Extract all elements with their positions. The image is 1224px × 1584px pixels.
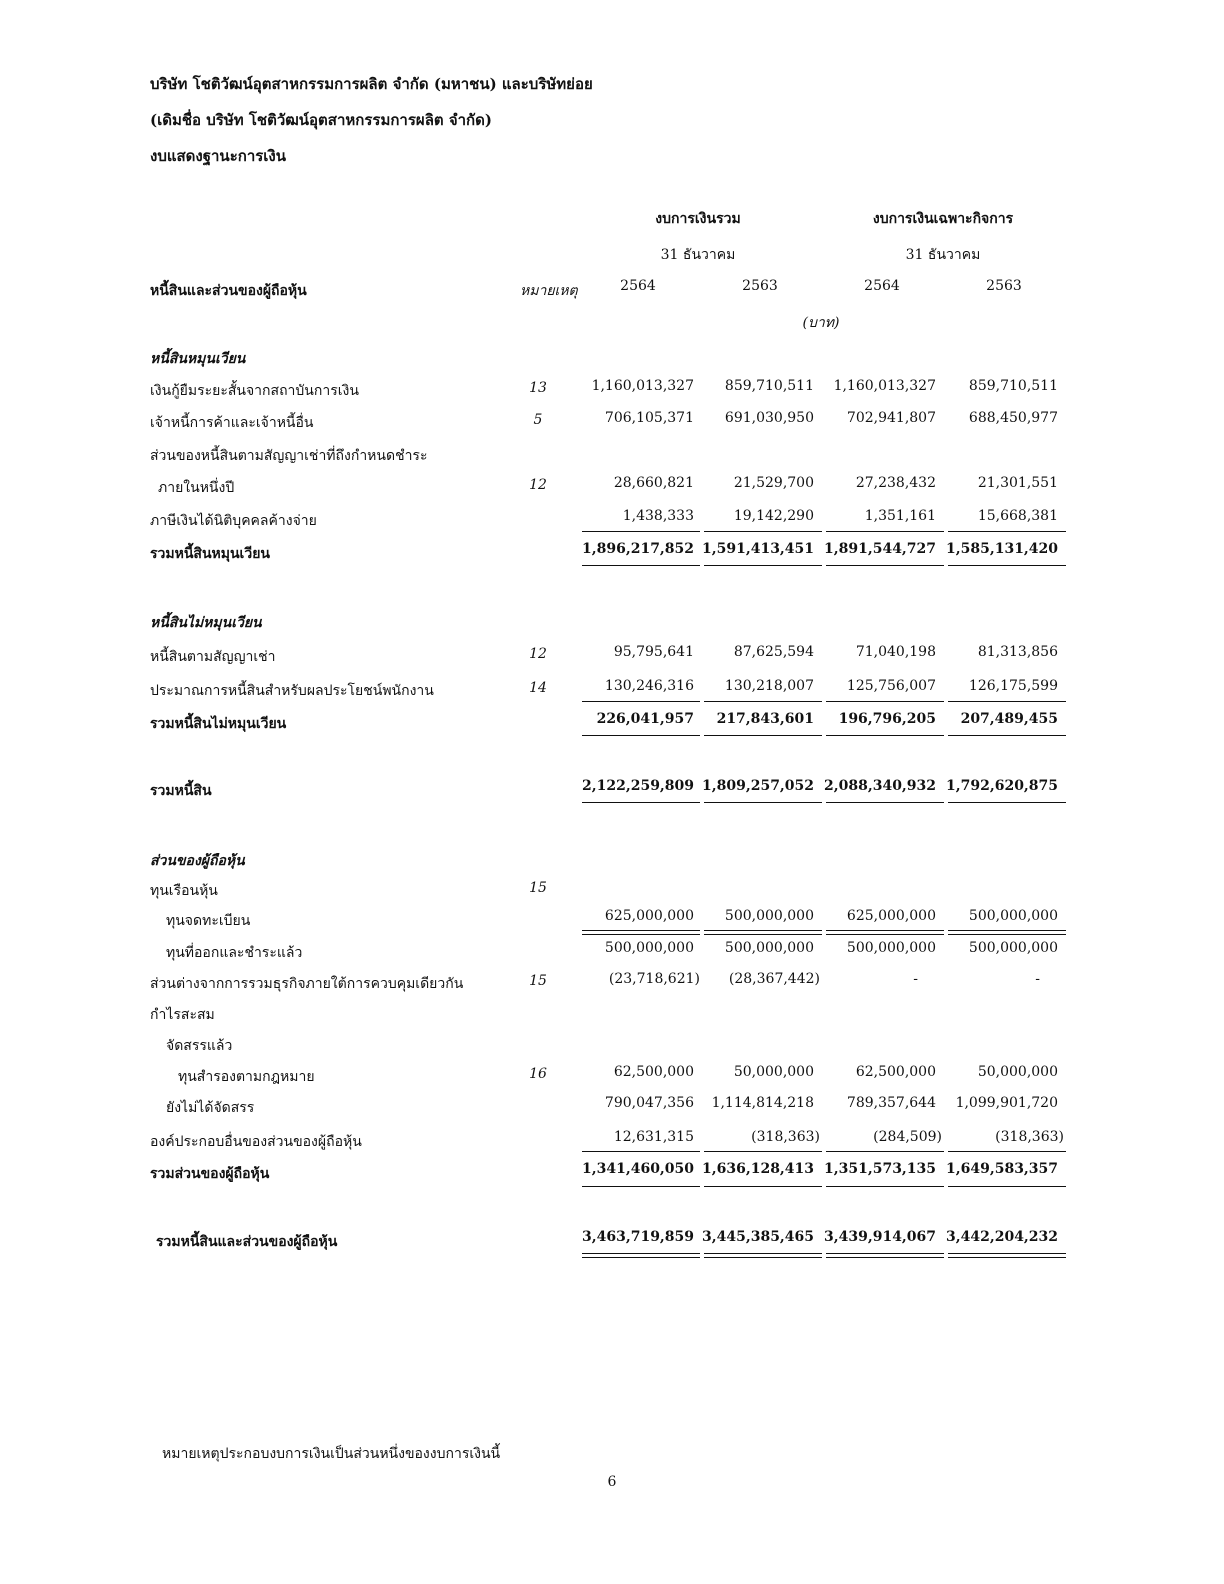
rule-line	[826, 802, 944, 803]
row-label: ยังไม่ได้จัดสรร	[166, 1100, 255, 1116]
value-cell: -	[1035, 971, 1040, 987]
rule-line	[582, 701, 700, 702]
note-ref: 12	[529, 646, 547, 662]
value-cell: 706,105,371	[604, 410, 694, 426]
rule-line	[704, 735, 822, 736]
row-label-total: รวมหนี้สิน	[150, 783, 212, 799]
rule-line	[704, 1186, 822, 1187]
total-cell: 1,792,620,875	[946, 778, 1059, 794]
value-cell: 21,301,551	[977, 475, 1058, 491]
row-label: หนี้สินตามสัญญาเช่า	[150, 649, 276, 665]
value-cell: (318,363)	[751, 1129, 820, 1145]
row-label: ส่วนต่างจากการรวมธุรกิจภายใต้การควบคุมเดียวกัน	[150, 976, 464, 992]
rule-line	[704, 565, 822, 566]
value-cell: 126,175,599	[968, 678, 1058, 694]
year-header: 2563	[742, 278, 778, 294]
row-label: จัดสรรแล้ว	[166, 1038, 233, 1054]
rule-line	[826, 1253, 944, 1254]
value-cell: (318,363)	[995, 1129, 1064, 1145]
row-label: ภาษีเงินได้นิติบุคคลค้างจ่าย	[150, 513, 317, 529]
row-label: กำไรสะสม	[150, 1007, 215, 1023]
value-cell: 500,000,000	[968, 940, 1058, 956]
rule-line	[826, 531, 944, 532]
value-cell: 500,000,000	[604, 940, 694, 956]
separate-header: งบการเงินเฉพาะกิจการ	[872, 211, 1014, 227]
unit-label: (บาท)	[802, 315, 840, 331]
rule-line	[704, 701, 822, 702]
rule-line	[948, 531, 1066, 532]
value-cell: (28,367,442)	[728, 971, 820, 987]
rule-line	[704, 930, 822, 931]
value-cell: 95,795,641	[613, 644, 694, 660]
equity-heading: ส่วนของผู้ถือหุ้น	[150, 853, 245, 869]
rule-line	[704, 531, 822, 532]
note-ref: 5	[533, 412, 543, 428]
rule-line	[826, 701, 944, 702]
value-cell: 1,438,333	[622, 508, 694, 524]
rule-line	[582, 565, 700, 566]
value-cell: 12,631,315	[613, 1129, 694, 1145]
rule-line	[582, 531, 700, 532]
rule-line	[704, 1253, 822, 1254]
value-cell: 62,500,000	[855, 1064, 936, 1080]
value-cell: 688,450,977	[968, 410, 1058, 426]
value-cell: 702,941,807	[846, 410, 936, 426]
total-cell: 1,585,131,420	[946, 541, 1059, 557]
rule-line	[826, 565, 944, 566]
total-cell: 3,463,719,859	[582, 1229, 695, 1245]
total-cell: 3,445,385,465	[702, 1229, 815, 1245]
row-label-grand-total: รวมหนี้สินและส่วนของผู้ถือหุ้น	[156, 1234, 338, 1250]
rule-line	[948, 802, 1066, 803]
value-cell: 859,710,511	[968, 378, 1058, 394]
note-ref: 13	[529, 380, 547, 396]
former-company-name: (เดิมชื่อ บริษัท โชติวัฒน์อุตสาหกรรมการผลิต จำกัด)	[150, 111, 492, 129]
row-label-total: รวมหนี้สินไม่หมุนเวียน	[150, 716, 287, 732]
rule-line	[948, 701, 1066, 702]
value-cell: 1,099,901,720	[955, 1095, 1058, 1111]
page-number: 6	[607, 1474, 617, 1490]
value-cell: (23,718,621)	[608, 971, 700, 987]
row-label: ทุนจดทะเบียน	[166, 913, 251, 929]
note-ref: 16	[529, 1066, 547, 1082]
value-cell: 859,710,511	[724, 378, 814, 394]
consolidated-date: 31 ธันวาคม	[660, 247, 736, 263]
value-cell: 1,160,013,327	[591, 378, 694, 394]
value-cell: 1,114,814,218	[711, 1095, 814, 1111]
separate-date: 31 ธันวาคม	[905, 247, 981, 263]
rule-line	[704, 802, 822, 803]
value-cell: 19,142,290	[733, 508, 814, 524]
current-liabilities-heading: หนี้สินหมุนเวียน	[150, 351, 246, 367]
value-cell: 691,030,950	[724, 410, 814, 426]
footer-note: หมายเหตุประกอบงบการเงินเป็นส่วนหนึ่งของงบการเงินนี้	[162, 1446, 501, 1462]
rule-line	[704, 1257, 822, 1258]
noncurrent-liabilities-heading: หนี้สินไม่หมุนเวียน	[150, 615, 262, 631]
total-cell: 1,636,128,413	[702, 1161, 815, 1177]
value-cell: (284,509)	[873, 1129, 942, 1145]
total-cell: 1,896,217,852	[582, 541, 695, 557]
year-header: 2564	[864, 278, 900, 294]
total-cell: 2,122,259,809	[582, 778, 695, 794]
rule-line	[826, 1151, 944, 1152]
value-cell: 500,000,000	[724, 940, 814, 956]
rule-line	[826, 1186, 944, 1187]
rule-line	[704, 934, 822, 935]
rule-line	[826, 1257, 944, 1258]
value-cell: 130,218,007	[724, 678, 814, 694]
total-cell: 2,088,340,932	[824, 778, 937, 794]
value-cell: 81,313,856	[977, 644, 1058, 660]
value-cell: 625,000,000	[846, 908, 936, 924]
year-header: 2563	[986, 278, 1022, 294]
note-ref: 15	[529, 880, 547, 896]
rule-line	[582, 1257, 700, 1258]
value-cell: 1,351,161	[864, 508, 936, 524]
total-cell: 3,439,914,067	[824, 1229, 937, 1245]
value-cell: 789,357,644	[846, 1095, 936, 1111]
note-ref: 15	[529, 973, 547, 989]
total-cell: 3,442,204,232	[946, 1229, 1059, 1245]
note-column-header: หมายเหตุ	[520, 283, 578, 299]
rule-line	[948, 735, 1066, 736]
value-cell: 500,000,000	[968, 908, 1058, 924]
row-label-total: รวมหนี้สินหมุนเวียน	[150, 546, 270, 562]
value-cell: 50,000,000	[977, 1064, 1058, 1080]
section-label: หนี้สินและส่วนของผู้ถือหุ้น	[150, 283, 307, 299]
row-label: ส่วนของหนี้สินตามสัญญาเช่าที่ถึงกำหนดชำระ	[150, 448, 428, 464]
row-label: ประมาณการหนี้สินสำหรับผลประโยชน์พนักงาน	[150, 683, 434, 699]
total-cell: 1,351,573,135	[824, 1161, 937, 1177]
rule-line	[948, 1253, 1066, 1254]
rule-line	[582, 802, 700, 803]
total-cell: 1,891,544,727	[824, 541, 937, 557]
total-cell: 226,041,957	[596, 711, 694, 727]
value-cell: 625,000,000	[604, 908, 694, 924]
value-cell: 1,160,013,327	[833, 378, 936, 394]
value-cell: 790,047,356	[604, 1095, 694, 1111]
rule-line	[582, 934, 700, 935]
rule-line	[826, 930, 944, 931]
total-cell: 1,591,413,451	[702, 541, 815, 557]
rule-line	[948, 930, 1066, 931]
value-cell: 27,238,432	[855, 475, 936, 491]
value-cell: -	[913, 971, 918, 987]
rule-line	[582, 1253, 700, 1254]
value-cell: 87,625,594	[733, 644, 814, 660]
year-header: 2564	[620, 278, 656, 294]
total-cell: 1,649,583,357	[946, 1161, 1059, 1177]
value-cell: 500,000,000	[724, 908, 814, 924]
row-label: ทุนเรือนหุ้น	[150, 883, 218, 899]
total-cell: 1,341,460,050	[582, 1161, 695, 1177]
row-label: องค์ประกอบอื่นของส่วนของผู้ถือหุ้น	[150, 1134, 362, 1150]
total-cell: 1,809,257,052	[702, 778, 815, 794]
value-cell: 50,000,000	[733, 1064, 814, 1080]
rule-line	[582, 1151, 700, 1152]
consolidated-header: งบการเงินรวม	[655, 211, 741, 227]
row-label: ทุนสำรองตามกฎหมาย	[178, 1069, 315, 1085]
rule-line	[582, 735, 700, 736]
rule-line	[582, 1186, 700, 1187]
total-cell: 217,843,601	[716, 711, 814, 727]
rule-line	[948, 1151, 1066, 1152]
value-cell: 500,000,000	[846, 940, 936, 956]
note-ref: 14	[529, 680, 547, 696]
rule-line	[948, 1257, 1066, 1258]
company-name: บริษัท โชติวัฒน์อุตสาหกรรมการผลิต จำกัด (มหาชน) และบริษัทย่อย	[150, 75, 593, 93]
rule-line	[826, 934, 944, 935]
row-label: เจ้าหนี้การค้าและเจ้าหนี้อื่น	[150, 415, 314, 431]
row-label: ทุนที่ออกและชำระแล้ว	[166, 945, 303, 961]
row-label: ภายในหนึ่งปี	[158, 480, 235, 496]
row-label: เงินกู้ยืมระยะสั้นจากสถาบันการเงิน	[150, 383, 359, 399]
statement-title: งบแสดงฐานะการเงิน	[150, 147, 287, 165]
rule-line	[704, 1151, 822, 1152]
value-cell: 71,040,198	[855, 644, 936, 660]
row-label-total: รวมส่วนของผู้ถือหุ้น	[150, 1166, 270, 1182]
value-cell: 130,246,316	[604, 678, 694, 694]
rule-line	[582, 930, 700, 931]
value-cell: 21,529,700	[733, 475, 814, 491]
rule-line	[948, 934, 1066, 935]
value-cell: 28,660,821	[613, 475, 694, 491]
value-cell: 15,668,381	[977, 508, 1058, 524]
rule-line	[826, 735, 944, 736]
rule-line	[948, 565, 1066, 566]
rule-line	[948, 1186, 1066, 1187]
note-ref: 12	[529, 477, 547, 493]
value-cell: 125,756,007	[846, 678, 936, 694]
total-cell: 207,489,455	[960, 711, 1058, 727]
total-cell: 196,796,205	[838, 711, 936, 727]
value-cell: 62,500,000	[613, 1064, 694, 1080]
